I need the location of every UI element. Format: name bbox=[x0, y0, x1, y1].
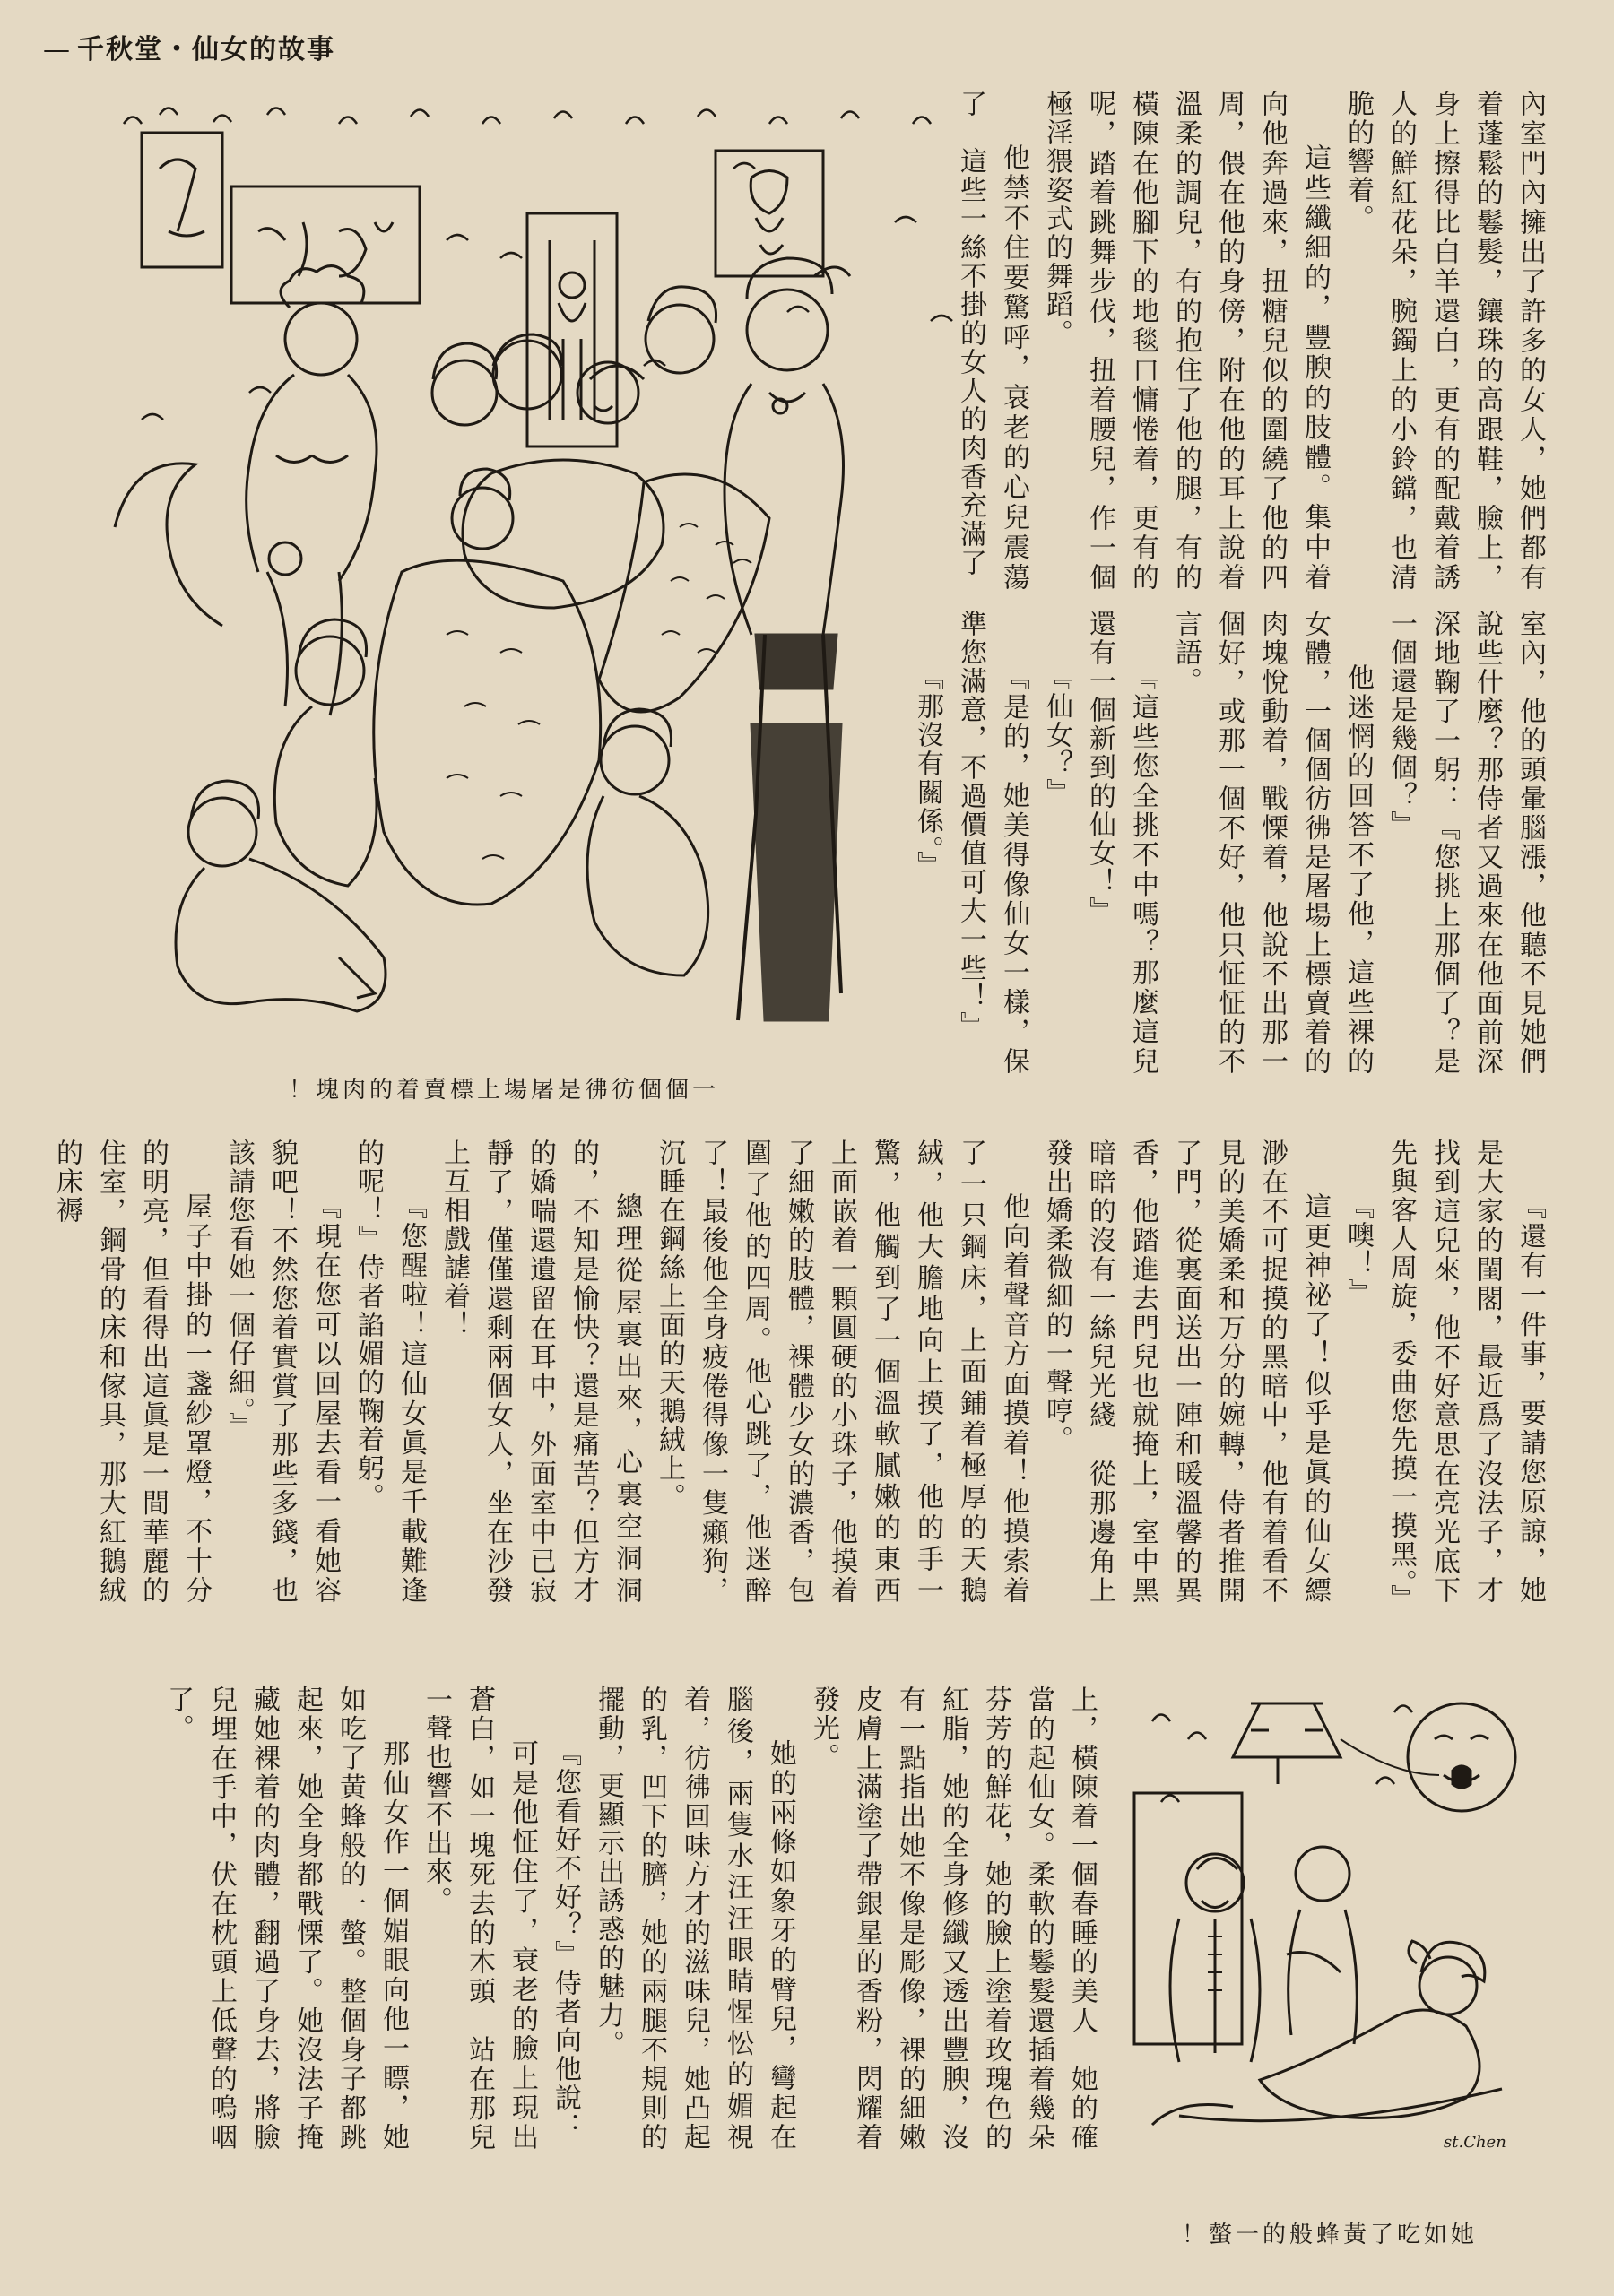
paragraph: 『您看好不好？』侍者向他說： bbox=[550, 1739, 581, 2141]
paragraph: 『這些您全挑不中嗎？那麼這兒還有一個新到的仙女！』 bbox=[1084, 610, 1158, 1076]
paragraph: 『仙女？』 bbox=[1041, 663, 1072, 807]
article-block-4 bbox=[99, 1685, 1103, 2152]
paragraph: 總理從屋裏出來，心裏空洞洞的，不知是愉快？還是痛苦？但方才的嬌喘還遺留在耳中，外面室中已寂靜了，僅僅還剩兩個女人，坐在沙發上互相戲謔着！ bbox=[438, 1139, 642, 1605]
paragraph: 屋子中掛的一盞紗罩燈，不十分的明亮，但看得出這眞是一間華麗的住室，鋼骨的床和傢具，那大紅鵝絨的床褥 bbox=[51, 1139, 212, 1605]
illustration-caption-2: 她如吃了黃蜂般的一螫！ bbox=[1182, 2222, 1479, 2248]
paragraph: 室內，他的頭暈腦漲，他聽不見她們說些什麼？那侍者又過來在他面前深深地鞠了一躬：『您挑上那個了？是一個還是幾個？』 bbox=[1385, 610, 1546, 1076]
paragraph: 他向着聲音方面摸着！他摸索着了一只鋼床，上面鋪着極厚的天鵝絨，他大膽地向上摸了，他的手一驚，他觸到了一個溫軟膩嫩的東西 上面嵌着一顆圓硬的小珠子，他摸着了細嫩的肢體，裸體少女的濃香，包圍了他的四周。他心跳了，他迷醉了！最後他全身疲倦得像一隻癩狗，沉睡在鋼絲上面的天鵝絨上。 bbox=[654, 1139, 1029, 1633]
paragraph: 『是的，她美得像仙女一樣，保準您滿意，不過價值可大一些！』 bbox=[955, 610, 1029, 1076]
paragraph: 他迷惘的回答不了他，這些裸的女體，一個個彷彿是屠場上標賣着的肉塊悅動着，戰慄着，他說不出那一個好，或那一個不好，他只怔怔的不言語。 bbox=[1170, 610, 1374, 1076]
paragraph: 上，橫陳着一個春睡的美人 她的確當的起仙女。柔軟的鬈髮還插着幾朵芬芳的鮮花，她的臉上塗着玫瑰色的紅脂，她的全身修纖又透出豐腴，沒有一點指出她不像是彫像，裸的細嫩皮膚上滿塗了帶銀星的香粉，閃耀着發光。 bbox=[808, 1685, 1098, 2152]
paragraph: 『還有一件事，要請您原諒，她是大家的閨閣，最近爲了沒法子，才找到這兒來，他不好意思在亮光底下先與客人周旋，委曲您先摸一摸黑。』 bbox=[1385, 1139, 1546, 1613]
paragraph: 可是他怔住了，衰老的臉上現出蒼白，如一塊死去的木頭 站在那兒一聲也響不出來。 bbox=[421, 1685, 538, 2152]
header-rule: — bbox=[43, 34, 72, 65]
paragraph: 『您醒啦！這仙女眞是千載難逢的呢！』侍者諂媚的鞠着躬。 bbox=[352, 1139, 427, 1605]
paragraph: 內室門內擁出了許多的女人，她們都有着蓬鬆的鬈髮，鑲珠的高跟鞋，臉上，身上擦得比白羊還白，更有的配戴着誘人的鮮紅花朵，腕鐲上的小鈴鐺，也清脆的響着。 bbox=[1342, 90, 1546, 592]
article-block-1 bbox=[949, 90, 1551, 592]
paragraph: 他禁不住要驚呼，衰老的心兒震蕩了 這些一絲不掛的女人的肉香充滿了 bbox=[955, 90, 1029, 592]
running-header bbox=[43, 27, 335, 66]
paragraph: 『那沒有關係。』 bbox=[912, 663, 943, 879]
illustration-caption: 一個個彷彿是屠場上標賣着的肉塊！ bbox=[289, 1077, 720, 1104]
article-block-2 bbox=[912, 610, 1551, 1076]
header-title: 千秋堂・仙女的故事 bbox=[77, 34, 335, 65]
paragraph: 她的兩條如象牙的臂兒，彎起在腦後，兩隻水汪汪眼睛惺忪的媚視着，彷彿回味方才的滋味兒，她凸起的乳，凹下的臍，她的兩腿不規則的擺動，更顯示出誘惑的魅力。 bbox=[593, 1685, 796, 2152]
paragraph: 『現在您可以回屋去看一看她容貌吧！不然您着實賞了那些多錢，也該請您看她一個仔細。』 bbox=[223, 1139, 341, 1605]
paragraph: 這更神祕了！似乎是眞的仙女縹渺在不可捉摸的黑暗中，他有着看不見的美嬌柔和万分的婉轉，侍者推開了門，從裏面送出一陣和暖溫馨的異香，他踏進去門兒也就掩上，室中黑暗暗的沒有一絲兒光綫 從那邊角上發出嬌柔微細的一聲哼。 bbox=[1041, 1139, 1331, 1605]
brothel-scene-illustration bbox=[106, 97, 986, 1038]
paragraph: 『噢！』 bbox=[1342, 1192, 1374, 1307]
paragraph: 那仙女作一個媚眼向他一瞟，她如吃了黃蜂般的一螫。整個身子都跳起來，她全身都戰慄了。她沒法子掩藏她裸着的肉體，翻過了身去，將臉兒埋在手中，伏在枕頭上低聲的嗚咽了。 bbox=[162, 1685, 409, 2152]
article-block-3 bbox=[51, 1139, 1551, 1633]
artist-signature: st.Chen bbox=[1444, 2133, 1506, 2152]
paragraph: 這些纖細的，豐腴的肢體。集中着向他奔過來，扭糖兒似的圍繞了他的四周，偎在他的身傍，附在他的耳上說着溫柔的調兒，有的抱住了他的腿，有的橫陳在他腳下的地毯口慵惓着，更有的呢，踏着跳舞步伐，扭着腰兒，作一個極淫猥姿式的舞蹈。 bbox=[1041, 90, 1331, 592]
fairy-illustration bbox=[1125, 1685, 1556, 2161]
